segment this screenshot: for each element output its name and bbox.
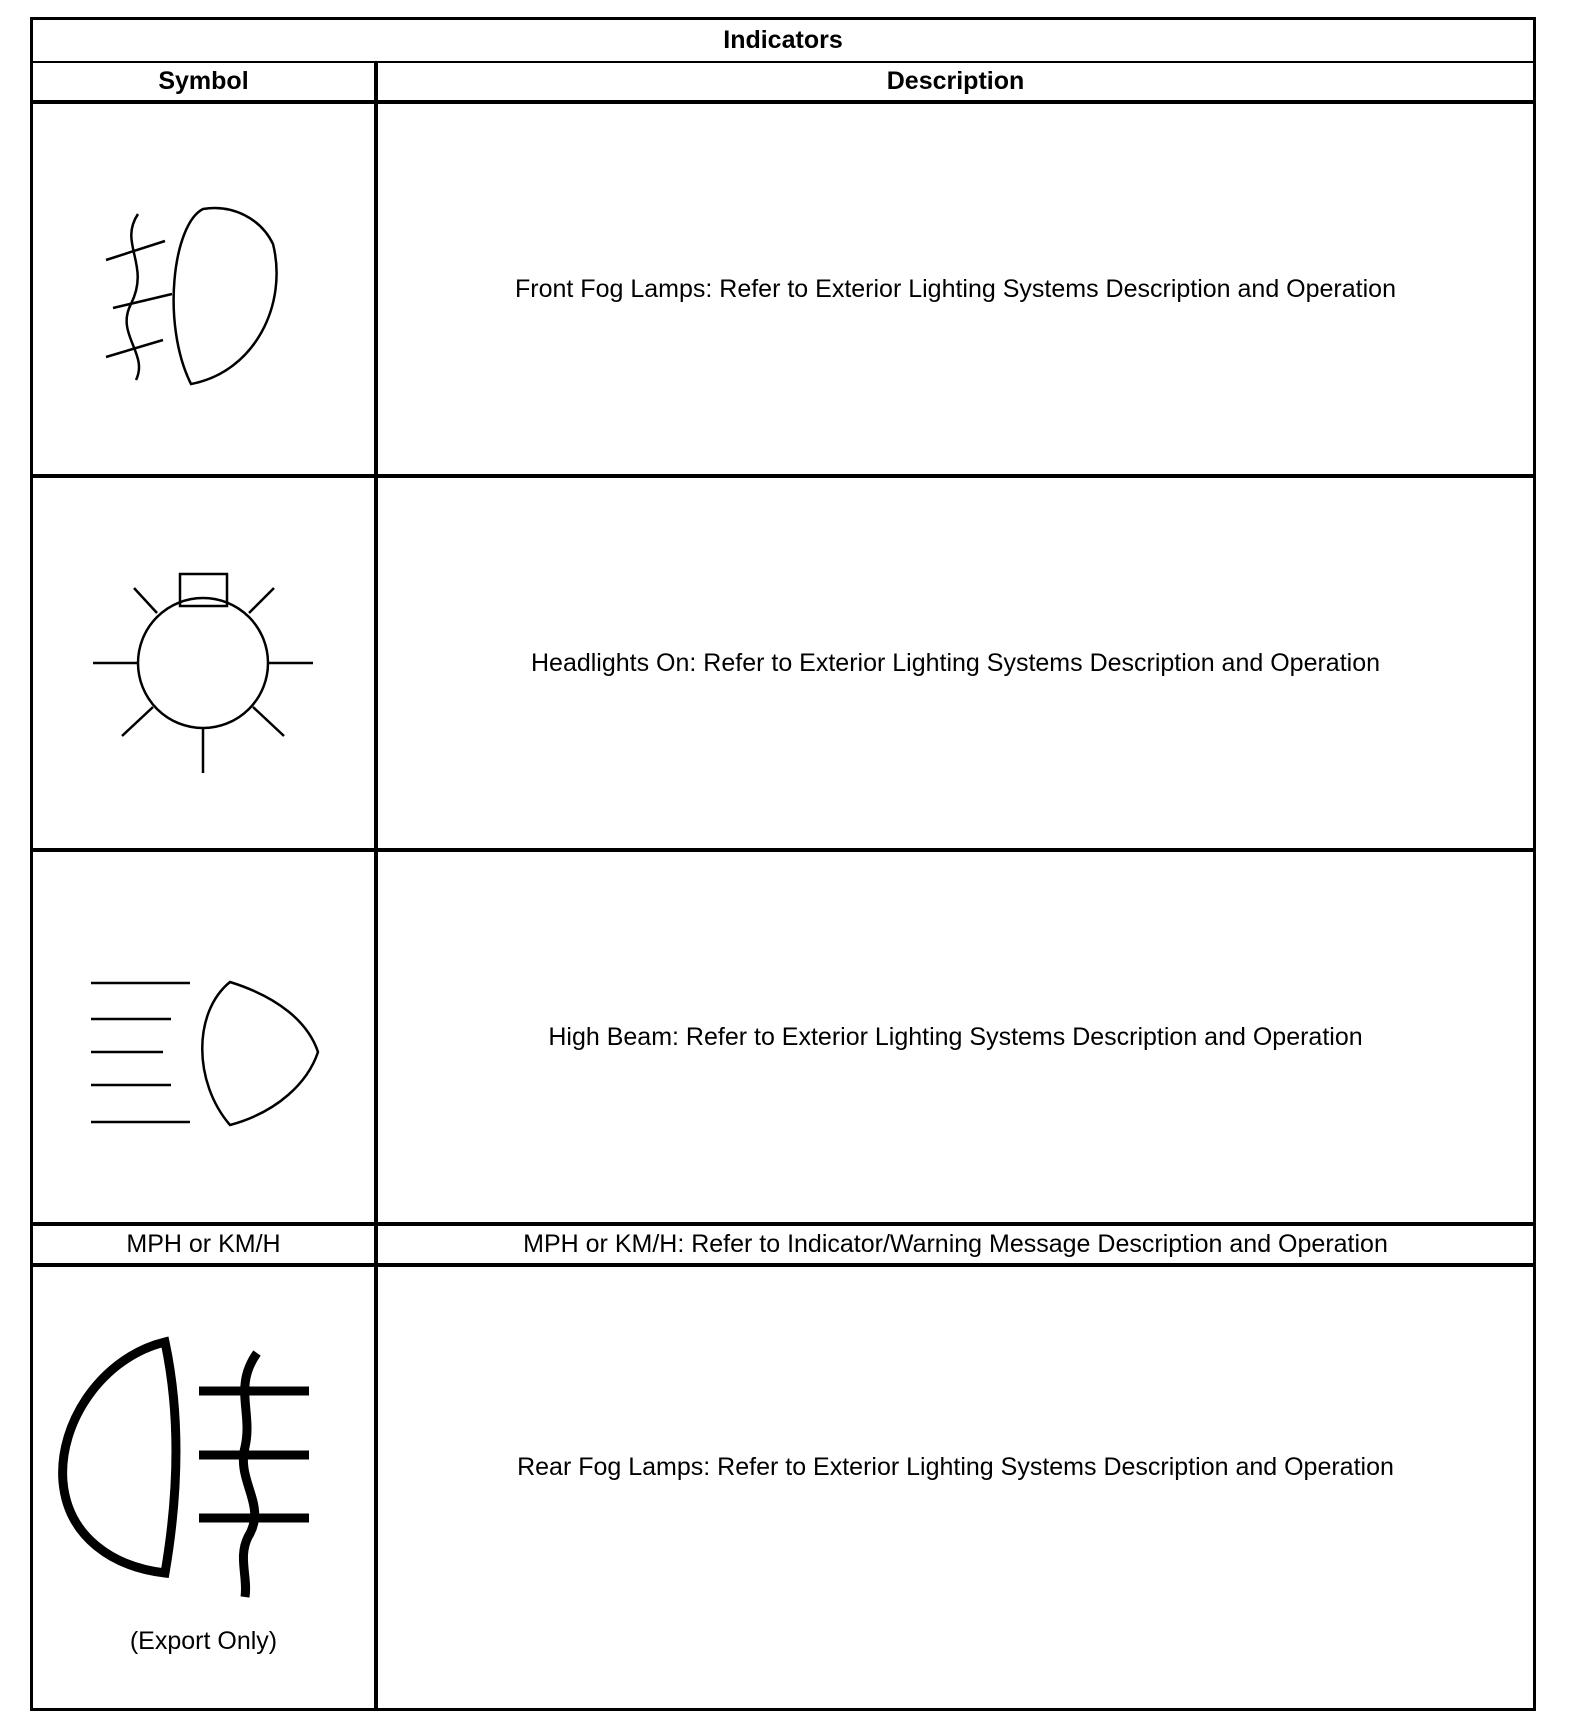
row-description: Headlights On: Refer to Exterior Lighting Systems Description and Operation: [530, 648, 1381, 677]
table-row-symbol: [33, 104, 374, 474]
row-description: Rear Fog Lamps: Refer to Exterior Lighting Systems Description and Operation: [517, 1452, 1394, 1481]
symbol-caption: (Export Only): [129, 1627, 278, 1655]
indicators-table: [30, 17, 1536, 1711]
table-row-symbol: [33, 478, 374, 848]
front-fog-lamps-icon: [33, 104, 374, 474]
header-symbol: Symbol: [158, 67, 249, 95]
table-row-symbol: [33, 852, 374, 1222]
rear-fog-lamps-icon: [33, 1267, 374, 1667]
row-symbol-text: MPH or KM/H: [126, 1230, 281, 1258]
table-title: Indicators: [723, 26, 843, 54]
row-description: High Beam: Refer to Exterior Lighting Systems Description and Operation: [548, 1022, 1363, 1051]
row-description: MPH or KM/H: Refer to Indicator/Warning Message Description and Operation: [523, 1230, 1388, 1258]
row-description: Front Fog Lamps: Refer to Exterior Lighting Systems Description and Operation: [515, 274, 1396, 303]
header-description: Description: [886, 67, 1025, 95]
high-beam-icon: [33, 852, 374, 1222]
headlights-on-icon: [33, 478, 374, 848]
table-row-symbol: [33, 1267, 374, 1667]
